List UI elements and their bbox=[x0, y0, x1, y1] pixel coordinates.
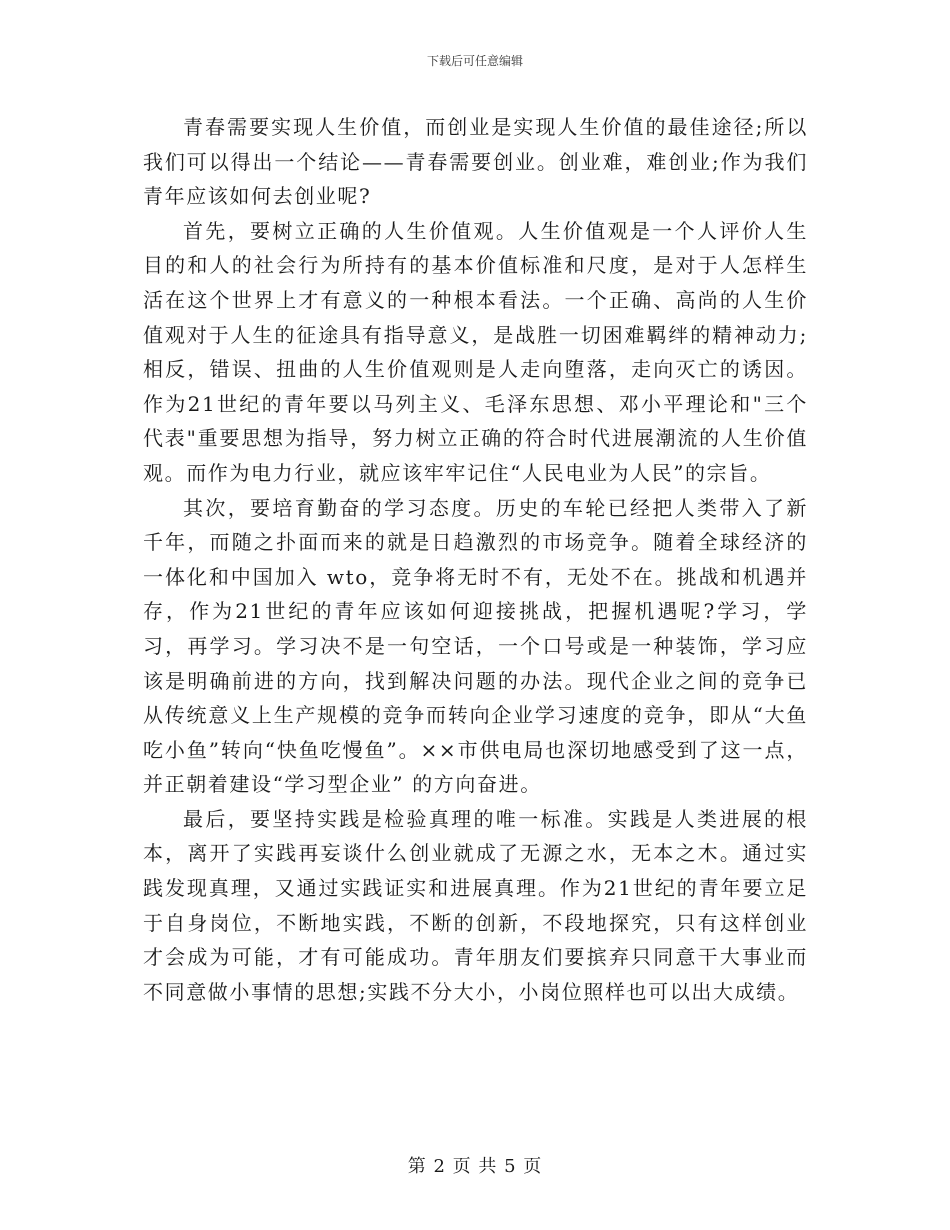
paragraph-2: 首先，要树立正确的人生价值观。人生价值观是一个人评价人生目的和人的社会行为所持有的基本价值标准和尺度，是对于人怎样生活在这个世界上才有意义的一种根本看法。一个正确、高尚的人生价值观对于人生的征途具有指导意义，是战胜一切困难羁绊的精神动力;相反，错误、扭曲的人生价值观则是人走向堕落，走向灭亡的诱因。作为21世纪的青年要以马列主义、毛泽东思想、邓小平理论和"三个代表"重要思想为指导，努力树立正确的符合时代进展潮流的人生价值观。而作为电力行业，就应该牢牢记住“人民电业为人民”的宗旨。 bbox=[143, 218, 808, 485]
paragraph-4: 最后，要坚持实践是检验真理的唯一标准。实践是人类进展的根本，离开了实践再妄谈什么创业就成了无源之水，无本之木。通过实践发现真理，又通过实践证实和进展真理。作为21世纪的青年要立足于自身岗位，不断地实践，不断的创新，不段地探究，只有这样创业才会成为可能，才有可能成功。青年朋友们要摈弃只同意干大事业而不同意做小事情的思想;实践不分大小，小岗位照样也可以出大成绩。 bbox=[143, 806, 808, 1004]
paragraph-1: 青春需要实现人生价值，而创业是实现人生价值的最佳途径;所以我们可以得出一个结论——青春需要创业。创业难，难创业;作为我们青年应该如何去创业呢? bbox=[143, 115, 808, 209]
paragraph-3: 其次，要培育勤奋的学习态度。历史的车轮已经把人类带入了新千年，而随之扑面而来的就是日趋激烈的市场竞争。随着全球经济的一体化和中国加入 wto，竞争将无时不有，无处不在。挑战和机遇并存，作为21世纪的青年应该如何迎接挑战，把握机遇呢?学习，学习，再学习。学习决不是一句空话，一个口号或是一种装饰，学习应该是明确前进的方向，找到解决问题的办法。现代企业之间的竞争已从传统意义上生产规模的竞争而转向企业学习速度的竞争，即从“大鱼吃小鱼”转向“快鱼吃慢鱼”。××市供电局也深切地感受到了这一点，并正朝着建设“学习型企业” 的方向奋进。 bbox=[143, 495, 808, 797]
page-header: 下载后可任意编辑 bbox=[426, 54, 523, 68]
document-body bbox=[143, 110, 808, 1009]
page-number: 第 2 页 共 5 页 bbox=[407, 1156, 543, 1177]
